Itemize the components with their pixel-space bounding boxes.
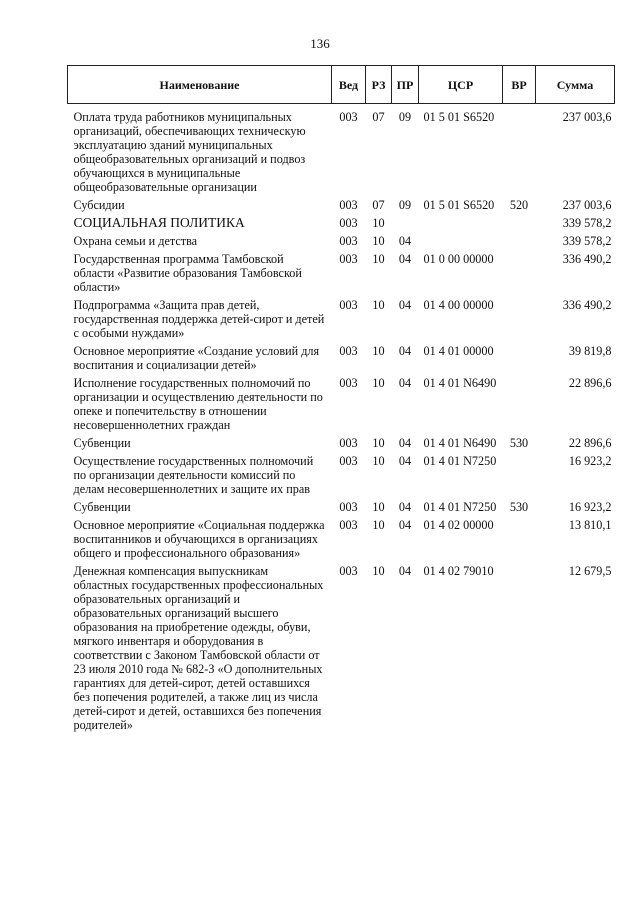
row-name: Охрана семьи и детства (73, 234, 198, 248)
row-csr: 01 4 02 00000 (423, 518, 494, 532)
table-header-row (68, 66, 615, 104)
row-rz: 10 (372, 564, 385, 578)
row-rz: 10 (372, 436, 385, 450)
row-name: Субвенции (73, 500, 131, 514)
row-pr: 04 (398, 500, 412, 514)
row-ved: 003 (339, 564, 358, 578)
table-row (68, 340, 615, 372)
row-sum: 22 896,6 (568, 376, 612, 390)
row-csr (419, 212, 503, 230)
row-pr: 04 (398, 298, 412, 312)
row-csr: 01 4 01 N6490 (423, 376, 497, 390)
row-vr (503, 514, 536, 560)
row-sum: 339 578,2 (562, 234, 612, 248)
row-pr: 04 (398, 454, 412, 468)
row-rz: 10 (372, 344, 385, 358)
row-name: Основное мероприятие «Создание условий для воспитания и социализации детей» (73, 344, 320, 372)
row-csr: 01 5 01 S6520 (423, 198, 495, 212)
row-sum: 39 819,8 (568, 344, 612, 358)
row-csr: 01 4 01 N6490 (423, 436, 497, 450)
row-sum: 16 923,2 (568, 500, 612, 514)
row-rz: 10 (372, 454, 385, 468)
table-row (68, 194, 615, 212)
row-ved: 003 (339, 252, 358, 266)
row-name: Субсидии (73, 198, 125, 212)
row-csr: 01 4 01 00000 (423, 344, 494, 358)
row-sum: 336 490,2 (562, 298, 612, 312)
header-sum: Сумма (536, 66, 615, 104)
row-ved: 003 (339, 110, 358, 124)
row-name: СОЦИАЛЬНАЯ ПОЛИТИКА (73, 215, 245, 230)
row-csr: 01 4 01 N7250 (423, 454, 497, 468)
row-pr: 04 (398, 376, 412, 390)
row-ved: 003 (339, 344, 358, 358)
row-csr: 01 4 01 N7250 (423, 500, 497, 514)
row-name: Подпрограмма «Защита прав детей, государственная поддержка детей-сирот и детей с особыми нуждами» (73, 298, 325, 340)
table-row (68, 230, 615, 248)
row-vr (503, 372, 536, 432)
table-row (68, 104, 615, 195)
header-rz: РЗ (366, 66, 392, 104)
row-name: Исполнение государственных полномочий по организации и осуществлению деятельности по опеке и попечительству в отношении несовершеннолетних граждан (73, 376, 323, 432)
row-sum: 13 810,1 (568, 518, 612, 532)
row-csr: 01 0 00 00000 (423, 252, 494, 266)
row-vr: 530 (509, 436, 529, 450)
row-pr: 09 (398, 198, 412, 212)
row-sum: 12 679,5 (568, 564, 612, 578)
row-ved: 003 (339, 518, 358, 532)
table-row (68, 496, 615, 514)
budget-table (67, 65, 615, 732)
row-ved: 003 (339, 376, 358, 390)
row-ved: 003 (339, 436, 358, 450)
row-vr: 520 (509, 198, 529, 212)
row-rz: 10 (372, 298, 385, 312)
row-sum: 237 003,6 (562, 110, 612, 124)
row-pr: 04 (398, 252, 412, 266)
row-rz: 10 (372, 234, 385, 248)
row-ved: 003 (339, 454, 358, 468)
table-row (68, 248, 615, 294)
row-vr (503, 340, 536, 372)
row-name: Государственная программа Тамбовской области «Развитие образования Тамбовской области» (73, 252, 302, 294)
row-name: Осуществление государственных полномочий по организации деятельности комиссий по делам несовершеннолетних и защите их прав (73, 454, 314, 496)
page-number: 136 (310, 36, 330, 51)
row-ved: 003 (339, 298, 358, 312)
row-pr: 09 (398, 110, 412, 124)
row-vr: 530 (509, 500, 529, 514)
row-vr (503, 212, 536, 230)
table-row (68, 560, 615, 732)
row-rz: 07 (372, 110, 385, 124)
row-rz: 10 (372, 500, 385, 514)
row-pr: 04 (398, 518, 412, 532)
row-name: Основное мероприятие «Социальная поддержка воспитанников и обучающихся в организациях общего и профессионального образования» (73, 518, 325, 560)
row-csr: 01 5 01 S6520 (423, 110, 495, 124)
row-vr (503, 450, 536, 496)
row-ved: 003 (339, 234, 358, 248)
row-vr (503, 248, 536, 294)
row-pr (392, 212, 419, 230)
row-rz: 10 (372, 376, 385, 390)
table-row (68, 514, 615, 560)
table-row (68, 432, 615, 450)
row-sum: 339 578,2 (562, 216, 612, 230)
header-ved: Вед (332, 66, 366, 104)
row-pr: 04 (398, 564, 412, 578)
header-csr: ЦСР (419, 66, 503, 104)
header-name: Наименование (68, 66, 332, 104)
row-ved: 003 (339, 500, 358, 514)
row-sum: 336 490,2 (562, 252, 612, 266)
row-name: Субвенции (73, 436, 131, 450)
table-row (68, 294, 615, 340)
row-csr: 01 4 02 79010 (423, 564, 494, 578)
header-pr: ПР (392, 66, 419, 104)
row-rz: 07 (372, 198, 385, 212)
row-sum: 22 896,6 (568, 436, 612, 450)
row-ved: 003 (339, 216, 358, 230)
row-ved: 003 (339, 198, 358, 212)
row-rz: 10 (372, 518, 385, 532)
row-pr: 04 (398, 344, 412, 358)
row-vr (503, 230, 536, 248)
row-vr (503, 104, 536, 195)
row-pr: 04 (398, 234, 412, 248)
row-rz: 10 (372, 216, 385, 230)
row-name: Оплата труда работников муниципальных организаций, обеспечивающих техническую эксплуатацию зданий муниципальных общеобразовательных организаций и подвоз обучающихся в муниципальные общеобразовательные организации (73, 110, 306, 194)
row-csr: 01 4 00 00000 (423, 298, 494, 312)
table-row (68, 450, 615, 496)
row-sum: 16 923,2 (568, 454, 612, 468)
header-vr: ВР (503, 66, 536, 104)
row-name: Денежная компенсация выпускникам областных государственных профессиональных образовательных организаций и образовательных организаций высшего образования на приобретение одежды, обуви, мягкого инвентаря и оборудования в соответствии с Законом Тамбовской области от 23 июля 2010 года № 682-З «О дополнительных гарантиях для детей-сирот, детей оставшихся без попечения родителей, а также лиц из числа детей-сирот и детей, оставшихся без попечения родителей» (73, 564, 324, 732)
row-vr (503, 294, 536, 340)
row-sum: 237 003,6 (562, 198, 612, 212)
row-vr (503, 560, 536, 732)
row-pr: 04 (398, 436, 412, 450)
row-rz: 10 (372, 252, 385, 266)
row-csr (419, 230, 503, 248)
table-row (68, 372, 615, 432)
table-row (68, 212, 615, 230)
